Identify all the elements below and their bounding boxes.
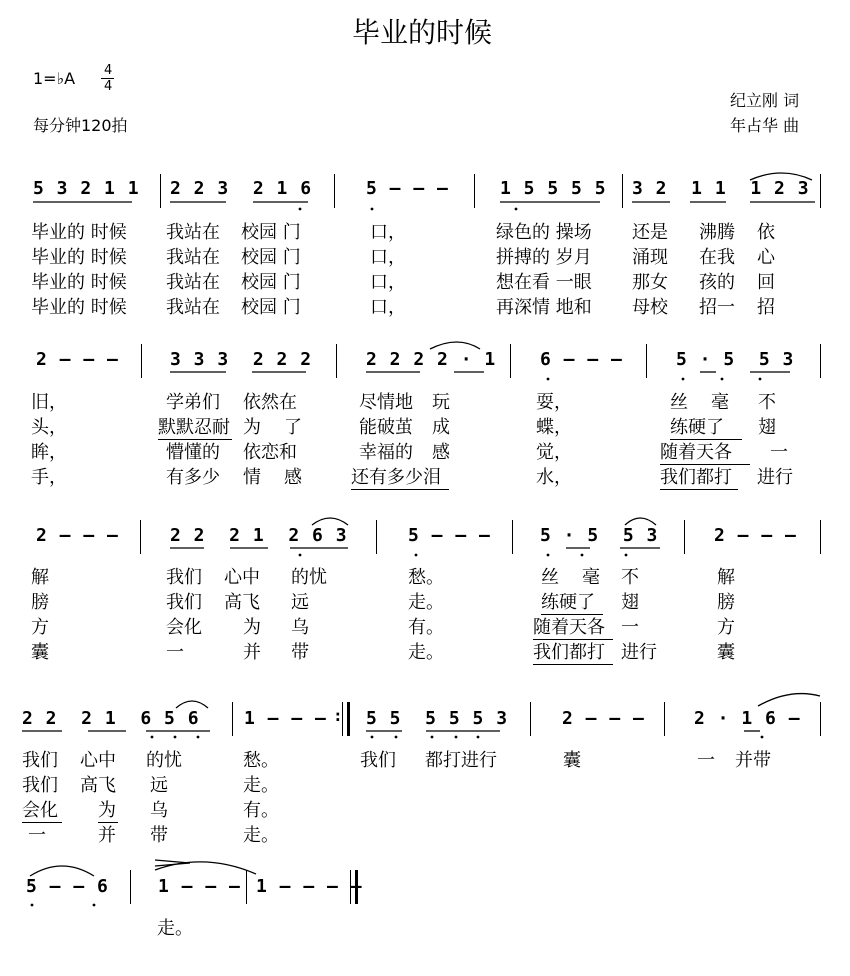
measure: 1 — — — [158,876,241,897]
lyric: 尽情地 [359,392,413,413]
lyric: 进行 [757,467,793,488]
measure: 3 3 3 2 2 2 [170,349,313,370]
measure: 5 — — — [366,178,449,199]
lyric: 膀 [717,592,735,613]
lyric: 我站在 [166,222,220,243]
measure: 5 — — 6 [26,876,109,897]
lyric: 懵懂的 [166,442,220,463]
lyric: 有。 [408,617,444,638]
lyric: 感 [432,442,450,463]
lyric: 练硬了 [670,417,724,438]
lyric: 并 [98,825,116,846]
lyric: 绿色的 操场 [496,222,592,243]
lyric: 一 [621,617,639,638]
lyric: 孩的 [699,272,735,293]
lyric: 远 [150,775,168,796]
lyric: 玩 [432,392,450,413]
lyric: 再深情 地和 [496,297,592,318]
measure: 2 — — — [562,708,645,729]
lyric: 我们都打 [533,642,605,663]
measure: 1 5 5 5 5 [500,178,607,199]
lyric: 方 [717,617,735,638]
lyric: 走。 [408,642,444,663]
measure: 2 — — — [36,525,119,546]
lyric: 毕业的 时候 [31,247,127,268]
lyric: 我们 [166,592,202,613]
tempo-marking: 每分钟120拍 [33,116,128,135]
measure: 5 — — — [408,525,491,546]
lyricist-credit: 纪立刚 词 [730,91,800,110]
lyric: 口， [370,297,406,318]
lyric: 方 [31,617,49,638]
lyric: 能破茧 [359,417,413,438]
lyric: 带 [291,642,309,663]
lyric: 并 [243,642,261,663]
lyric: 一 [28,825,46,846]
measure: 2 — — — [714,525,797,546]
lyric: 幸福的 [359,442,413,463]
measure: 2 · 1 6 — [694,708,801,729]
lyric: 并带 [735,750,771,771]
lyric: 我站在 [166,272,220,293]
measure: 2 — — — [36,349,119,370]
lyric: 乌 [291,617,309,638]
lyric: 涌现 [632,247,668,268]
lyric: 情 [243,467,261,488]
lyric: 成 [432,417,450,438]
lyric: 我们 [22,750,58,771]
lyric: 毕业的 时候 [31,222,127,243]
lyric: 丝 [670,392,688,413]
lyric: 解 [717,567,735,588]
lyric: 高飞 [224,592,260,613]
measure: 5 · 5 5 3 [676,349,795,370]
lyric: 毕业的 时候 [31,272,127,293]
lyric: 我站在 [166,247,220,268]
lyric: 有多少 [166,467,220,488]
lyric: 沸腾 [699,222,735,243]
lyric: 囊 [31,642,49,663]
lyric: 手， [31,467,67,488]
lyric: 一 [166,642,184,663]
measure: 2 2 2 1 2 6 3 [170,525,348,546]
lyric: 我站在 [166,297,220,318]
lyric: 依恋和 [243,442,297,463]
lyric: 还是 [632,222,668,243]
measure: 2 2 2 2 · 1 [366,349,497,370]
lyric: 解 [31,567,49,588]
lyric: 为 [98,800,116,821]
lyric: 校园 门 [241,297,301,318]
repeat-sign: : [333,706,344,725]
lyric: 翅 [621,592,639,613]
lyric: 默默忍耐 [158,417,230,438]
measure: 3 2 1 1 1 2 3 [632,178,810,199]
lyric: 我们 [360,750,396,771]
lyric: 我们 [22,775,58,796]
lyric: 会化 [166,617,202,638]
lyric: 随着天各 [533,617,605,638]
key-signature: 1=♭A [33,69,76,88]
lyric: 带 [150,825,168,846]
lyric: 不 [758,392,776,413]
lyric: 翅 [758,417,776,438]
lyric: 觉， [536,442,572,463]
lyric: 有。 [243,800,279,821]
lyric: 还有多少泪 [351,467,441,488]
lyric: 囊 [717,642,735,663]
song-title: 毕业的时候 [352,16,493,49]
lyric: 为 [243,417,261,438]
lyric: 随着天各 [660,442,732,463]
lyric: 一 [697,750,715,771]
lyric: 毫 [711,392,729,413]
lyric: 愁。 [408,567,444,588]
lyric: 拼搏的 岁月 [496,247,592,268]
lyric: 口， [370,272,406,293]
lyric: 想在看 一眼 [496,272,592,293]
lyric: 心中 [80,750,116,771]
lyric: 一 [770,442,788,463]
measure: 1 — — — — [256,876,363,897]
lyric: 会化 [22,800,58,821]
time-signature-bottom: 4 [104,79,113,94]
lyric: 都打进行 [425,750,497,771]
lyric: 心中 [224,567,260,588]
lyric: 校园 门 [241,247,301,268]
lyric: 在我 [699,247,735,268]
lyric: 远 [291,592,309,613]
lyric: 回 [757,272,775,293]
measure: 5 5 5 5 5 3 [366,708,509,729]
lyric: 毕业的 时候 [31,297,127,318]
lyric: 了 [284,417,302,438]
composer-credit: 年占华 曲 [730,116,800,135]
lyric: 膀 [31,592,49,613]
measure: 2 2 2 1 6 5 6 [22,708,200,729]
lyric: 的忧 [291,567,327,588]
lyric: 头， [31,417,67,438]
lyric: 招 [757,297,775,318]
measure: 6 — — — [540,349,623,370]
lyric: 我们都打 [660,467,732,488]
lyric: 蝶， [536,417,572,438]
lyric: 走。 [243,825,279,846]
lyric: 不 [621,567,639,588]
lyric: 走。 [157,918,193,939]
lyric: 我们 [166,567,202,588]
lyric: 那女 [632,272,668,293]
lyric: 心 [757,247,775,268]
lyric: 口， [370,222,406,243]
lyric: 招一 [699,297,735,318]
lyric: 走。 [408,592,444,613]
lyric: 愁。 [243,750,279,771]
lyric: 口， [370,247,406,268]
measure: 1 — — — [244,708,327,729]
lyric: 眸， [31,442,67,463]
lyric: 耍， [536,392,572,413]
lyric: 水， [536,467,572,488]
time-signature-top: 4 [104,63,113,78]
lyric: 学弟们 [166,392,220,413]
lyric: 进行 [621,642,657,663]
lyric: 校园 门 [241,222,301,243]
lyric: 依 [757,222,775,243]
lyric: 乌 [150,800,168,821]
lyric: 母校 [632,297,668,318]
lyric: 丝 [541,567,559,588]
lyric: 高飞 [80,775,116,796]
measure: 5 · 5 5 3 [540,525,659,546]
lyric: 囊 [563,750,581,771]
lyric: 依然在 [243,392,297,413]
lyric: 的忧 [146,750,182,771]
lyric: 走。 [243,775,279,796]
lyric: 旧， [31,392,67,413]
measure: 2 2 3 2 1 6 [170,178,313,199]
lyric: 为 [243,617,261,638]
lyric: 校园 门 [241,272,301,293]
measure: 5 3 2 1 1 [33,178,140,199]
lyric: 感 [284,467,302,488]
lyric: 毫 [582,567,600,588]
lyric: 练硬了 [541,592,595,613]
